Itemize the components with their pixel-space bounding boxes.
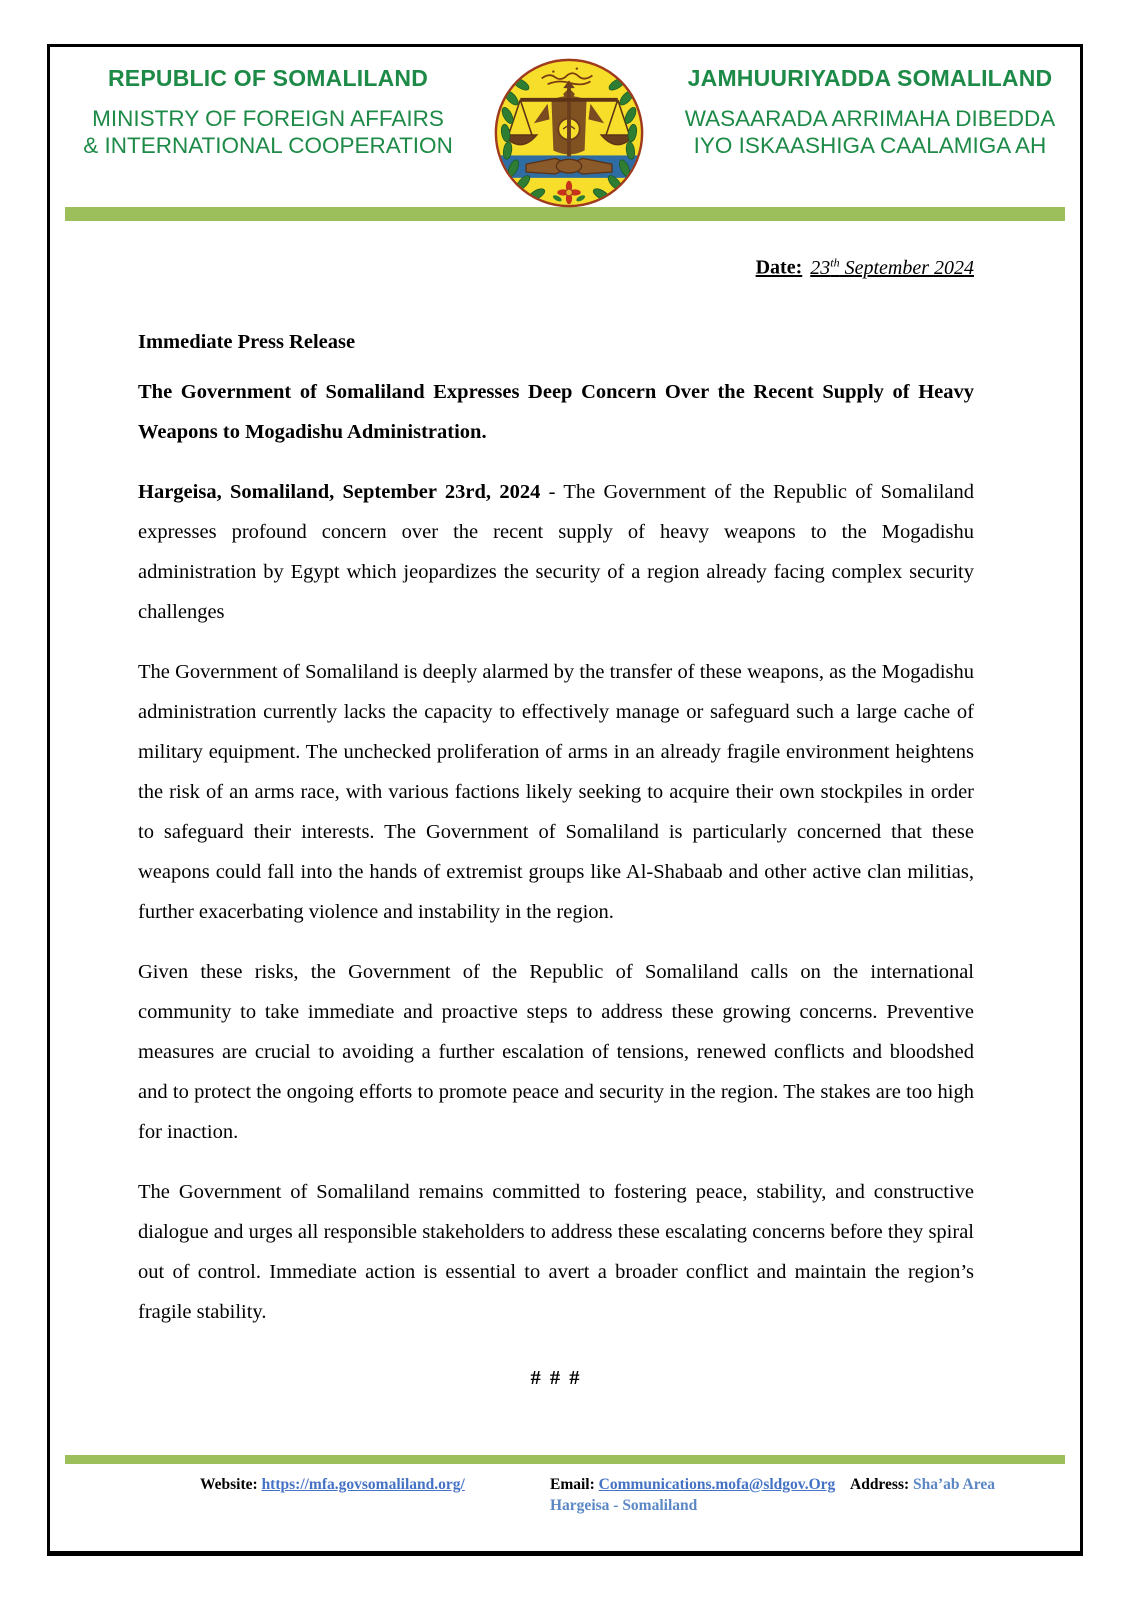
dateline-lead: Hargeisa, Somaliland, September 23rd, 2024 <box>138 480 541 503</box>
republic-title-so: JAMHUURIYADDA SOMALILAND <box>687 65 1053 91</box>
paragraph-4: The Government of Somaliland remains committed to fostering peace, stability, and constructive dialogue and urges all responsible stakeholders to address these escalating concerns before they spiral out of control. Immediate action is essential to avert a broader conflict and maintain the region’s fragile stability. <box>138 1180 974 1323</box>
ministry-name-so: WASAARADA ARRIMAHA DIBEDDA IYO ISKAASHIGA CAALAMIGA AH <box>684 106 1056 158</box>
footer-email <box>550 1476 850 1515</box>
end-mark: # # # <box>530 1366 582 1389</box>
release-type-heading: Immediate Press Release <box>138 330 356 353</box>
email-link[interactable]: Communications.mofa@sldgov.Org <box>598 1476 836 1493</box>
letterhead <box>50 47 1080 195</box>
address-label: Address: <box>850 1476 910 1493</box>
email-city-line: Hargeisa - Somaliland <box>550 1497 698 1514</box>
page-footer <box>50 1455 1080 1515</box>
letterhead-english <box>68 63 468 159</box>
website-link[interactable]: https://mfa.govsomaliland.org/ <box>261 1476 465 1493</box>
ministry-name-en: MINISTRY OF FOREIGN AFFAIRS & INTERNATIONAL COOPERATION <box>83 106 453 158</box>
address-value: Sha’ab Area <box>913 1476 995 1493</box>
paragraph-1: Hargeisa, Somaliland, September 23rd, 2024 - The Government of the Republic of Somaliland expresses profound concern over the recent supply of heavy weapons to the Mogadishu administration by Egypt which jeopardizes the security of a region already facing complex security challenges <box>138 480 974 623</box>
footer-address <box>850 1476 995 1494</box>
paragraph-2: The Government of Somaliland is deeply alarmed by the transfer of these weapons, as the Mogadishu administration currently lacks the capacity to effectively manage or safeguard such a large cache of military equipment. The unchecked proliferation of arms in an already fragile environment heightens the risk of an arms race, with various factions likely seeking to acquire their own stockpiles in order to safeguard their interests. The Government of Somaliland is particularly concerned that these weapons could fall into the hands of extremist groups like Al-Shabaab and other active clan militias, further exacerbating violence and instability in the region. <box>138 660 974 923</box>
letterhead-somali <box>670 63 1070 159</box>
somaliland-emblem-icon <box>491 55 647 211</box>
republic-title-en: REPUBLIC OF SOMALILAND <box>108 65 428 91</box>
email-label: Email: <box>550 1476 595 1493</box>
somaliland-coat-of-arms-icon <box>491 55 647 211</box>
date-value: 23th September 2024 <box>810 255 974 279</box>
footer-contacts <box>50 1464 1080 1515</box>
headline: The Government of Somaliland Expresses Deep Concern Over the Recent Supply of Heavy Weapons to Mogadishu Administration. <box>138 380 974 443</box>
page-border <box>47 44 1083 1556</box>
date-line <box>50 255 1080 280</box>
website-label: Website: <box>200 1476 258 1493</box>
date-label: Date: <box>755 256 803 279</box>
footer-divider-bar <box>65 1455 1065 1464</box>
press-release-body <box>50 280 1080 1398</box>
footer-website <box>200 1476 550 1494</box>
paragraph-3: Given these risks, the Government of the Republic of Somaliland calls on the international community to take immediate and proactive steps to address these growing concerns. Preventive measures are crucial to avoiding a further escalation of tensions, renewed conflicts and bloodshed and to protect the ongoing efforts to promote peace and security in the region. The stakes are too high for inaction. <box>138 960 974 1143</box>
